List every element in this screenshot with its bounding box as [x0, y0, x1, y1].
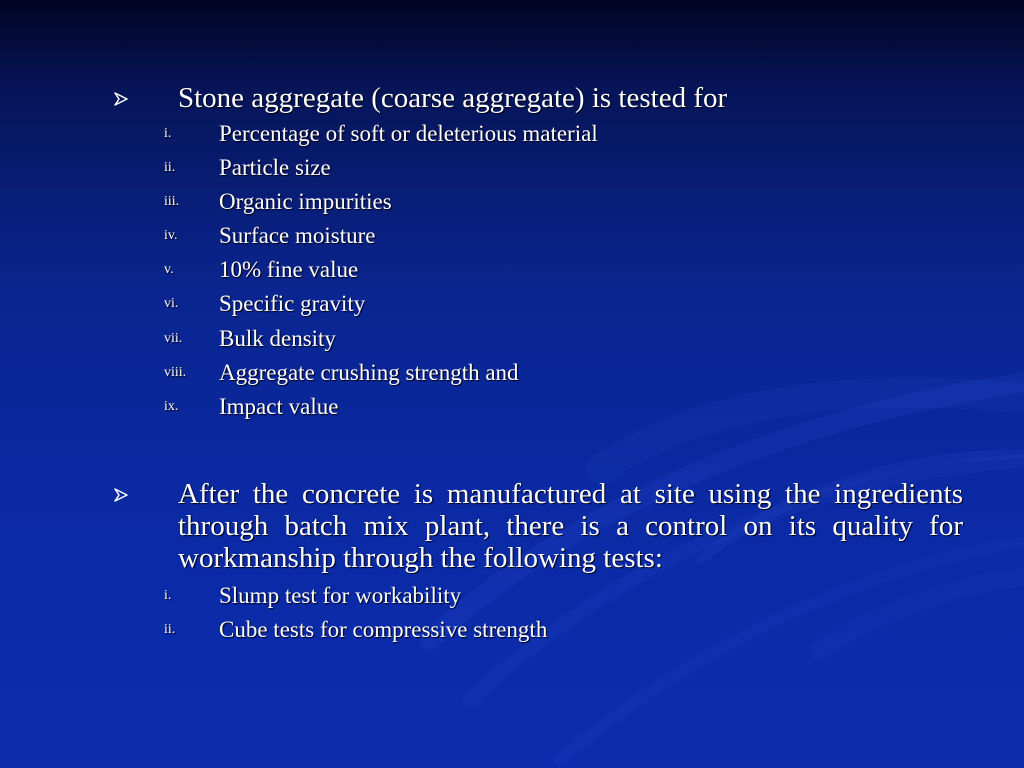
sub-item-number: viii. [164, 365, 187, 380]
sub-item-number: ii. [164, 160, 176, 175]
sub-item-number: i. [164, 588, 172, 603]
sub-item-text: Surface moisture [219, 223, 376, 248]
section2-paragraph: After the concrete is manufactured at site using the ingredients through batch mix plant, there is a control on its quality for workmanship through the following tests: [178, 478, 963, 574]
sub-item-number: ii. [164, 622, 176, 637]
sub-item-number: iv. [164, 228, 178, 243]
sub-item-text: Slump test for workability [219, 583, 462, 608]
sub-item-text: Cube tests for compressive strength [219, 617, 548, 642]
sub-item-text: 10% fine value [219, 257, 359, 282]
sub-item-number: iii. [164, 194, 180, 209]
sub-item-text: Impact value [219, 394, 339, 419]
sub-item-text: Aggregate crushing strength and [219, 360, 519, 385]
sub-item-text: Particle size [219, 155, 331, 180]
sub-item-text: Percentage of soft or deleterious material [219, 121, 598, 146]
sub-item-number: ix. [164, 399, 179, 414]
sub-item-text: Bulk density [219, 326, 336, 351]
sub-item-number: vi. [164, 296, 179, 311]
sub-item-number: i. [164, 126, 172, 141]
section1-heading: Stone aggregate (coarse aggregate) is tested for [178, 82, 728, 114]
sub-item-number: vii. [164, 331, 183, 346]
arrowhead-bullet-icon [113, 488, 129, 502]
sub-item-text: Organic impurities [219, 189, 392, 214]
sub-item-number: v. [164, 262, 174, 277]
sub-item-text: Specific gravity [219, 291, 366, 316]
arrowhead-bullet-icon [113, 92, 129, 106]
